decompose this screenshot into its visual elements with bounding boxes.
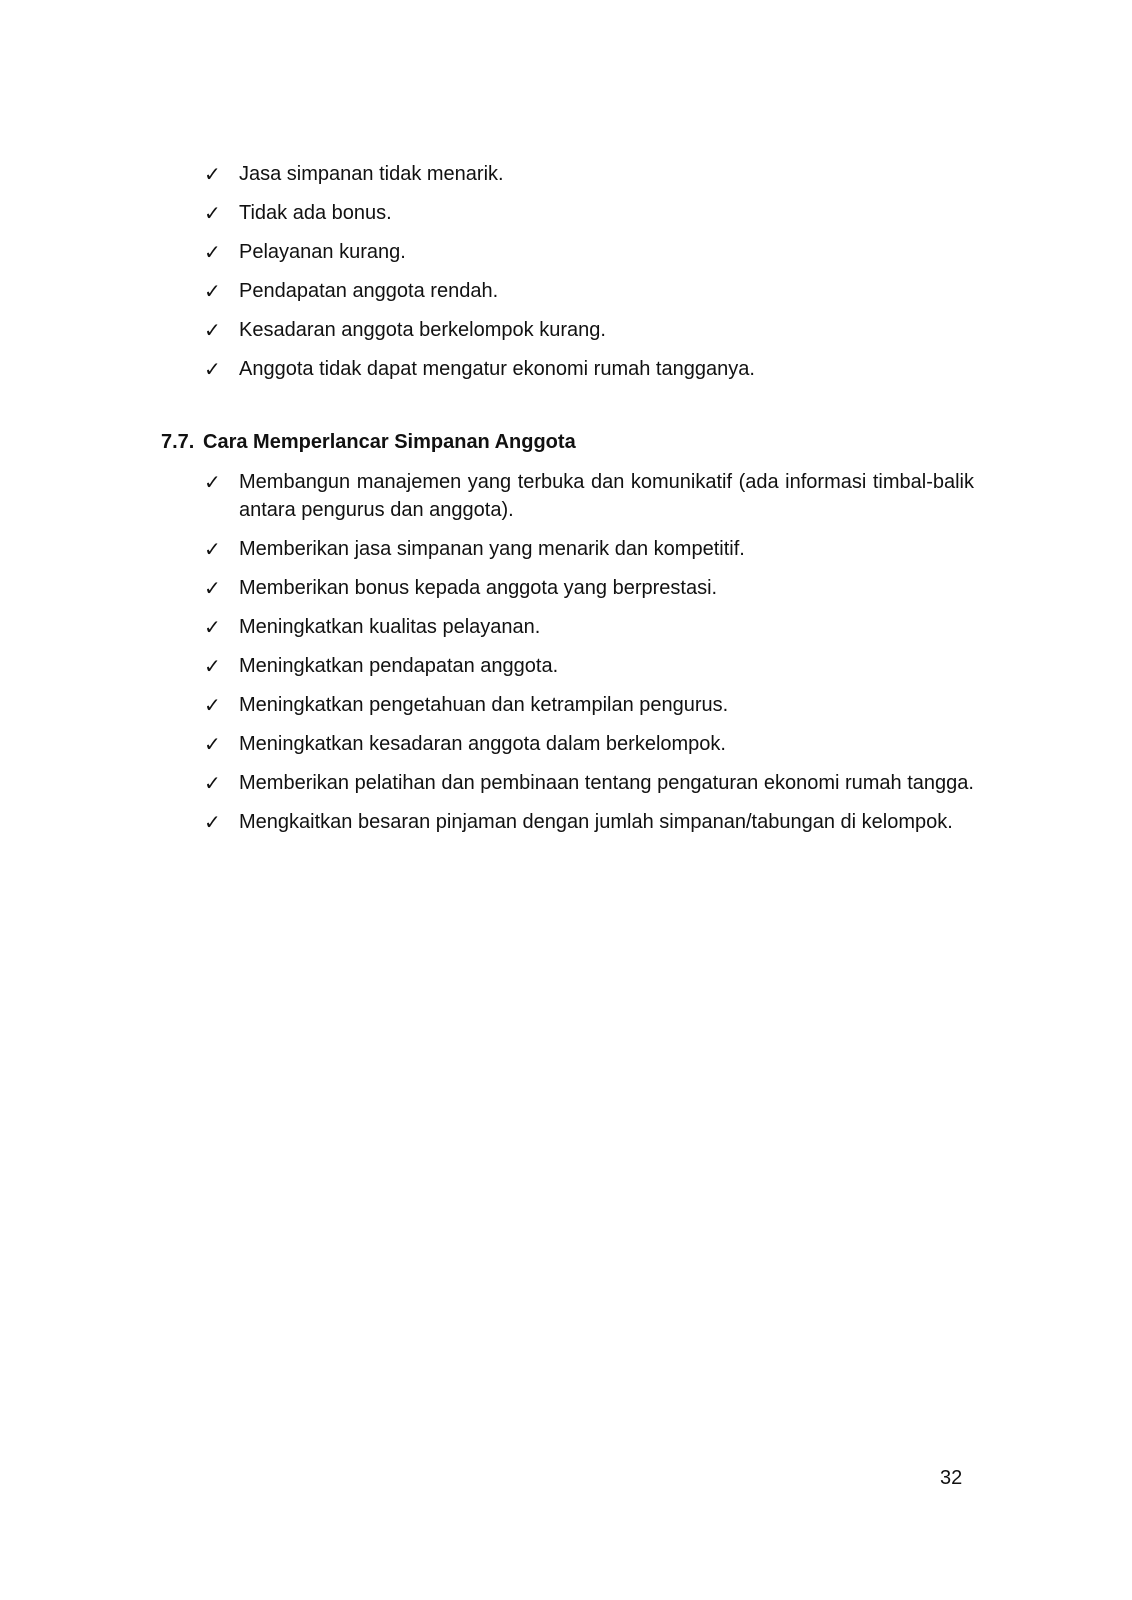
list-item (204, 277, 974, 305)
list-item (204, 652, 974, 680)
section-heading (161, 428, 576, 456)
list-item-text: Memberikan pelatihan dan pembinaan tentang pengaturan ekonomi rumah tangga. (239, 772, 974, 794)
checkmark-icon: ✓ (204, 732, 221, 756)
list-item-text: Membangun manajemen yang terbuka dan komunikatif (ada informasi timbal-balik antara pengurus dan anggota). (239, 471, 974, 521)
list-item (204, 613, 974, 641)
list-item-text: Tidak ada bonus. (239, 202, 392, 224)
list-item-text: Meningkatkan kualitas pelayanan. (239, 616, 541, 638)
checkmark-icon: ✓ (204, 240, 221, 264)
list-item (204, 316, 974, 344)
list-item (204, 238, 974, 266)
checkmark-icon: ✓ (204, 771, 221, 795)
list-item (204, 691, 974, 719)
list-item-text: Pendapatan anggota rendah. (239, 280, 499, 302)
checkmark-icon: ✓ (204, 201, 221, 225)
list-item (204, 535, 974, 563)
checkmark-icon: ✓ (204, 162, 221, 186)
list-item-text: Memberikan jasa simpanan yang menarik dan kompetitif. (239, 538, 745, 560)
section-title: Cara Memperlancar Simpanan Anggota (203, 431, 576, 453)
checkmark-icon: ✓ (204, 693, 221, 717)
reasons-checklist (204, 160, 974, 394)
page-number: 32 (940, 1467, 963, 1489)
list-item (204, 769, 974, 797)
list-item (204, 199, 974, 227)
checkmark-icon: ✓ (204, 470, 221, 494)
checkmark-icon: ✓ (204, 318, 221, 342)
list-item (204, 160, 974, 188)
list-item-text: Anggota tidak dapat mengatur ekonomi rumah tangganya. (239, 358, 755, 380)
list-item-text: Jasa simpanan tidak menarik. (239, 163, 504, 185)
list-item-text: Mengkaitkan besaran pinjaman dengan jumlah simpanan/tabungan di kelompok. (239, 811, 953, 833)
checkmark-icon: ✓ (204, 576, 221, 600)
section-number: 7.7. (161, 431, 195, 453)
checkmark-icon: ✓ (204, 654, 221, 678)
checkmark-icon: ✓ (204, 615, 221, 639)
list-item-text: Kesadaran anggota berkelompok kurang. (239, 319, 606, 341)
list-item-text: Meningkatkan pendapatan anggota. (239, 655, 559, 677)
checkmark-icon: ✓ (204, 810, 221, 834)
checkmark-icon: ✓ (204, 279, 221, 303)
list-item-text: Meningkatkan pengetahuan dan ketrampilan pengurus. (239, 694, 729, 716)
list-item (204, 574, 974, 602)
list-item (204, 808, 974, 836)
list-item-text: Memberikan bonus kepada anggota yang berprestasi. (239, 577, 718, 599)
list-item (204, 730, 974, 758)
list-item-text: Pelayanan kurang. (239, 241, 406, 263)
list-item (204, 355, 974, 383)
measures-checklist (204, 468, 974, 847)
list-item-text: Meningkatkan kesadaran anggota dalam berkelompok. (239, 733, 726, 755)
checkmark-icon: ✓ (204, 357, 221, 381)
checkmark-icon: ✓ (204, 537, 221, 561)
list-item (204, 468, 974, 524)
